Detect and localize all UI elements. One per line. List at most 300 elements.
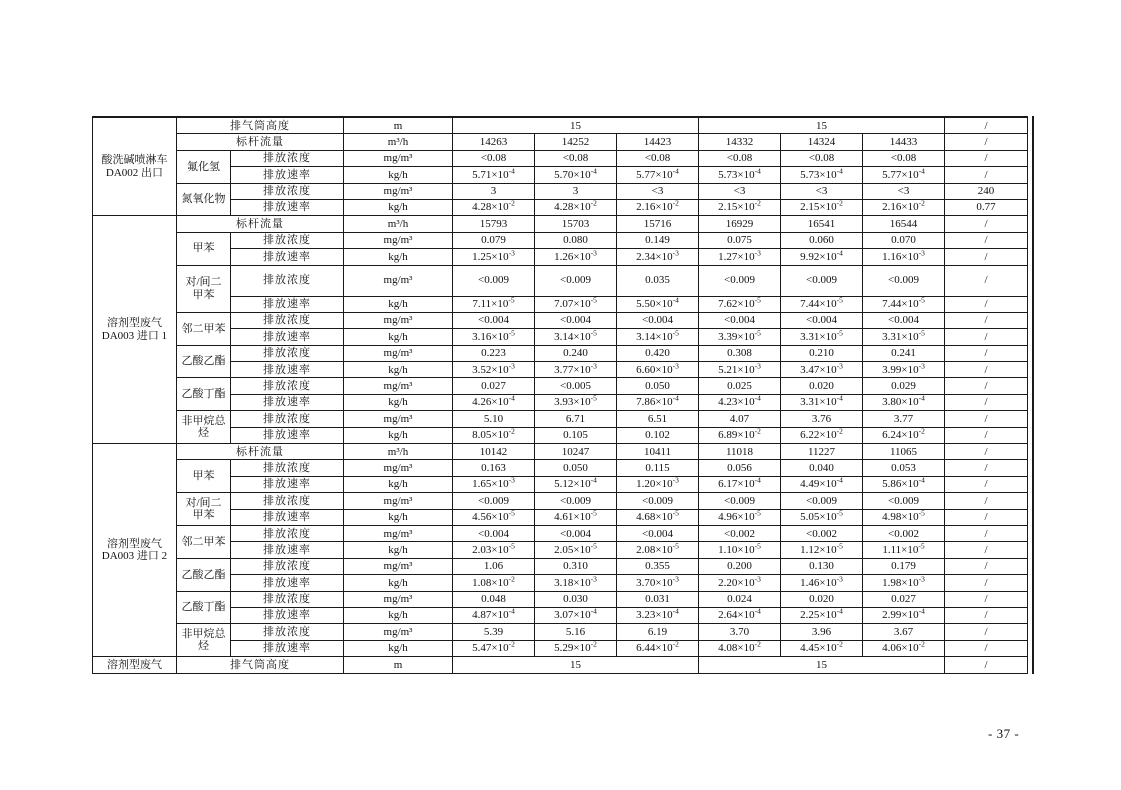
value-cell: 0.079	[453, 232, 535, 248]
value-cell: 11018	[699, 444, 781, 460]
value-cell: $1.25\times 10^{-3}$	[453, 249, 535, 265]
limit-value-cell: /	[945, 624, 1028, 640]
value-cell: 15716	[617, 216, 699, 232]
parameter-name-cell: 排放浓度	[231, 378, 344, 394]
limit-value-cell: /	[945, 362, 1028, 378]
value-cell: $1.98\times 10^{-3}$	[863, 575, 945, 591]
value-cell: $1.10\times 10^{-5}$	[699, 542, 781, 558]
unit-cell: kg/h	[344, 509, 453, 525]
value-cell: <3	[617, 183, 699, 199]
value-cell: $4.56\times 10^{-5}$	[453, 509, 535, 525]
value-cell: $5.29\times 10^{-2}$	[535, 640, 617, 656]
parameter-name-cell: 排放浓度	[231, 150, 344, 166]
limit-value-cell: /	[945, 607, 1028, 623]
value-cell: 15	[699, 117, 945, 134]
parameter-name-cell: 排放浓度	[231, 525, 344, 541]
value-cell: $4.28\times 10^{-2}$	[453, 199, 535, 215]
value-cell: $1.27\times 10^{-3}$	[699, 249, 781, 265]
limit-value-cell: /	[945, 493, 1028, 509]
unit-cell: mg/m³	[344, 183, 453, 199]
value-cell: 0.223	[453, 345, 535, 361]
value-cell: 0.115	[617, 460, 699, 476]
limit-value-cell: /	[945, 460, 1028, 476]
value-cell: 14324	[781, 134, 863, 150]
parameter-name-cell: 排放速率	[231, 509, 344, 525]
value-cell: 0.102	[617, 427, 699, 443]
value-cell: $2.64\times 10^{-4}$	[699, 607, 781, 623]
value-cell: 0.200	[699, 558, 781, 574]
value-cell: $3.31\times 10^{-4}$	[781, 394, 863, 410]
pollutant-name-cell: 邻二甲苯	[177, 312, 231, 345]
value-cell: 0.308	[699, 345, 781, 361]
parameter-name-cell: 排放速率	[231, 329, 344, 345]
limit-value-cell: /	[945, 378, 1028, 394]
value-cell: $2.34\times 10^{-3}$	[617, 249, 699, 265]
value-cell: <0.009	[453, 493, 535, 509]
value-cell: 3.76	[781, 411, 863, 427]
value-cell: 6.19	[617, 624, 699, 640]
value-cell: 0.240	[535, 345, 617, 361]
value-cell: $4.49\times 10^{-4}$	[781, 476, 863, 492]
value-cell: <0.009	[617, 493, 699, 509]
value-cell: $5.77\times 10^{-4}$	[617, 167, 699, 183]
value-cell: 10142	[453, 444, 535, 460]
value-cell: $7.44\times 10^{-5}$	[863, 296, 945, 312]
value-cell: 16929	[699, 216, 781, 232]
unit-cell: kg/h	[344, 296, 453, 312]
value-cell: 0.075	[699, 232, 781, 248]
limit-value-cell: /	[945, 640, 1028, 656]
parameter-name-cell: 排放速率	[231, 607, 344, 623]
value-cell: <0.004	[453, 312, 535, 328]
pollutant-name-cell: 乙酸乙酯	[177, 558, 231, 591]
value-cell: $1.46\times 10^{-3}$	[781, 575, 863, 591]
value-cell: 3.77	[863, 411, 945, 427]
value-cell: <0.009	[863, 493, 945, 509]
value-cell: 0.040	[781, 460, 863, 476]
emissions-table-body	[93, 117, 1028, 673]
value-cell: $4.96\times 10^{-5}$	[699, 509, 781, 525]
unit-cell: kg/h	[344, 362, 453, 378]
value-cell: 0.105	[535, 427, 617, 443]
value-cell: <0.002	[781, 525, 863, 541]
limit-value-cell: /	[945, 476, 1028, 492]
limit-value-cell: /	[945, 558, 1028, 574]
value-cell: $2.99\times 10^{-4}$	[863, 607, 945, 623]
unit-cell: m	[344, 657, 453, 673]
limit-value-cell: /	[945, 575, 1028, 591]
value-cell: 0.029	[863, 378, 945, 394]
value-cell: <3	[863, 183, 945, 199]
value-cell: $5.47\times 10^{-2}$	[453, 640, 535, 656]
value-cell: 15	[453, 117, 699, 134]
value-cell: <0.08	[863, 150, 945, 166]
value-cell: 14332	[699, 134, 781, 150]
value-cell: 0.050	[535, 460, 617, 476]
value-cell: $7.44\times 10^{-5}$	[781, 296, 863, 312]
value-cell: $2.20\times 10^{-3}$	[699, 575, 781, 591]
value-cell: $2.15\times 10^{-2}$	[781, 199, 863, 215]
value-cell: 15	[699, 657, 945, 673]
value-cell: $3.70\times 10^{-3}$	[617, 575, 699, 591]
unit-cell: kg/h	[344, 199, 453, 215]
limit-value-cell: /	[945, 150, 1028, 166]
parameter-name-cell: 排放速率	[231, 167, 344, 183]
value-cell: 5.16	[535, 624, 617, 640]
limit-value-cell: /	[945, 167, 1028, 183]
limit-value-cell: /	[945, 591, 1028, 607]
value-cell: $2.08\times 10^{-5}$	[617, 542, 699, 558]
section-label-cell: 溶剂型废气 DA003 进口 1	[93, 216, 177, 444]
parameter-name-cell: 排放速率	[231, 394, 344, 410]
value-cell: $3.93\times 10^{-5}$	[535, 394, 617, 410]
section-label-cell: 溶剂型废气	[93, 657, 177, 673]
value-cell: 0.031	[617, 591, 699, 607]
unit-cell: kg/h	[344, 167, 453, 183]
parameter-name-cell: 排放浓度	[231, 558, 344, 574]
value-cell: $5.70\times 10^{-4}$	[535, 167, 617, 183]
limit-value-cell: /	[945, 312, 1028, 328]
value-cell: $3.14\times 10^{-5}$	[617, 329, 699, 345]
value-cell: $4.28\times 10^{-2}$	[535, 199, 617, 215]
value-cell: $1.11\times 10^{-5}$	[863, 542, 945, 558]
value-cell: 3	[535, 183, 617, 199]
value-cell: $3.07\times 10^{-4}$	[535, 607, 617, 623]
value-cell: 0.020	[781, 591, 863, 607]
unit-cell: mg/m³	[344, 378, 453, 394]
value-cell: 0.241	[863, 345, 945, 361]
value-cell: 0.070	[863, 232, 945, 248]
pollutant-name-cell: 氮氧化物	[177, 183, 231, 216]
value-cell: 16541	[781, 216, 863, 232]
value-cell: <0.004	[699, 312, 781, 328]
unit-cell: kg/h	[344, 427, 453, 443]
value-cell: 3.96	[781, 624, 863, 640]
value-cell: 0.027	[863, 591, 945, 607]
unit-cell: m³/h	[344, 216, 453, 232]
unit-cell: mg/m³	[344, 265, 453, 296]
limit-value-cell: /	[945, 216, 1028, 232]
value-cell: 0.310	[535, 558, 617, 574]
value-cell: $4.06\times 10^{-2}$	[863, 640, 945, 656]
value-cell: $6.22\times 10^{-2}$	[781, 427, 863, 443]
value-cell: $3.31\times 10^{-5}$	[781, 329, 863, 345]
parameter-name-cell: 排放浓度	[231, 591, 344, 607]
value-cell: 3	[453, 183, 535, 199]
limit-value-cell: /	[945, 134, 1028, 150]
value-cell: 0.020	[781, 378, 863, 394]
parameter-name-cell: 标杆流量	[177, 134, 344, 150]
value-cell: $1.12\times 10^{-5}$	[781, 542, 863, 558]
value-cell: $2.16\times 10^{-2}$	[863, 199, 945, 215]
value-cell: 14263	[453, 134, 535, 150]
value-cell: <0.009	[699, 265, 781, 296]
value-cell: $3.14\times 10^{-5}$	[535, 329, 617, 345]
value-cell: $3.80\times 10^{-4}$	[863, 394, 945, 410]
pollutant-name-cell: 氟化氢	[177, 150, 231, 183]
limit-value-cell: 240	[945, 183, 1028, 199]
parameter-name-cell: 排放浓度	[231, 312, 344, 328]
pollutant-name-cell: 甲苯	[177, 232, 231, 265]
value-cell: 0.420	[617, 345, 699, 361]
value-cell: $4.61\times 10^{-5}$	[535, 509, 617, 525]
parameter-name-cell: 排放速率	[231, 640, 344, 656]
value-cell: $3.39\times 10^{-5}$	[699, 329, 781, 345]
parameter-name-cell: 排放速率	[231, 249, 344, 265]
value-cell: 0.149	[617, 232, 699, 248]
value-cell: $5.50\times 10^{-4}$	[617, 296, 699, 312]
section-label-cell: 酸洗碱喷淋车 DA002 出口	[93, 117, 177, 216]
limit-value-cell: /	[945, 427, 1028, 443]
value-cell: 0.053	[863, 460, 945, 476]
table-outer-right-border	[1032, 116, 1034, 674]
value-cell: $5.21\times 10^{-3}$	[699, 362, 781, 378]
unit-cell: kg/h	[344, 575, 453, 591]
unit-cell: m³/h	[344, 134, 453, 150]
value-cell: 5.10	[453, 411, 535, 427]
pollutant-name-cell: 对/间二甲苯	[177, 493, 231, 526]
value-cell: $3.77\times 10^{-3}$	[535, 362, 617, 378]
value-cell: <0.009	[535, 493, 617, 509]
value-cell: 11065	[863, 444, 945, 460]
parameter-name-cell: 标杆流量	[177, 216, 344, 232]
value-cell: $5.77\times 10^{-4}$	[863, 167, 945, 183]
value-cell: $5.05\times 10^{-5}$	[781, 509, 863, 525]
parameter-name-cell: 排放浓度	[231, 411, 344, 427]
value-cell: <0.004	[617, 525, 699, 541]
unit-cell: mg/m³	[344, 493, 453, 509]
unit-cell: mg/m³	[344, 525, 453, 541]
value-cell: $3.52\times 10^{-3}$	[453, 362, 535, 378]
section-label-cell: 溶剂型废气 DA003 进口 2	[93, 444, 177, 657]
value-cell: $2.16\times 10^{-2}$	[617, 199, 699, 215]
value-cell: <0.002	[699, 525, 781, 541]
unit-cell: mg/m³	[344, 558, 453, 574]
value-cell: <0.08	[699, 150, 781, 166]
value-cell: 0.080	[535, 232, 617, 248]
value-cell: 6.71	[535, 411, 617, 427]
value-cell: $5.73\times 10^{-4}$	[699, 167, 781, 183]
value-cell: <0.009	[699, 493, 781, 509]
parameter-name-cell: 排放速率	[231, 476, 344, 492]
limit-value-cell: /	[945, 249, 1028, 265]
value-cell: <3	[781, 183, 863, 199]
limit-value-cell: /	[945, 232, 1028, 248]
unit-cell: kg/h	[344, 607, 453, 623]
limit-value-cell: /	[945, 509, 1028, 525]
value-cell: <0.004	[453, 525, 535, 541]
pollutant-name-cell: 乙酸丁酯	[177, 378, 231, 411]
limit-value-cell: /	[945, 329, 1028, 345]
value-cell: 16544	[863, 216, 945, 232]
parameter-name-cell: 排放速率	[231, 362, 344, 378]
value-cell: $3.99\times 10^{-3}$	[863, 362, 945, 378]
limit-value-cell: /	[945, 265, 1028, 296]
parameter-name-cell: 排放速率	[231, 296, 344, 312]
emissions-table-container	[92, 116, 1033, 674]
value-cell: $3.18\times 10^{-3}$	[535, 575, 617, 591]
value-cell: <0.009	[453, 265, 535, 296]
value-cell: 0.050	[617, 378, 699, 394]
value-cell: $2.15\times 10^{-2}$	[699, 199, 781, 215]
value-cell: <0.005	[535, 378, 617, 394]
value-cell: $2.25\times 10^{-4}$	[781, 607, 863, 623]
value-cell: $3.16\times 10^{-5}$	[453, 329, 535, 345]
value-cell: $1.65\times 10^{-3}$	[453, 476, 535, 492]
value-cell: 0.179	[863, 558, 945, 574]
parameter-name-cell: 排放速率	[231, 427, 344, 443]
parameter-name-cell: 排放浓度	[231, 265, 344, 296]
value-cell: 15	[453, 657, 699, 673]
value-cell: $2.03\times 10^{-5}$	[453, 542, 535, 558]
value-cell: $4.08\times 10^{-2}$	[699, 640, 781, 656]
unit-cell: mg/m³	[344, 460, 453, 476]
limit-value-cell: 0.77	[945, 199, 1028, 215]
value-cell: $6.24\times 10^{-2}$	[863, 427, 945, 443]
unit-cell: mg/m³	[344, 150, 453, 166]
parameter-name-cell: 排气筒高度	[177, 117, 344, 134]
value-cell: $1.20\times 10^{-3}$	[617, 476, 699, 492]
limit-value-cell: /	[945, 444, 1028, 460]
value-cell: $9.92\times 10^{-4}$	[781, 249, 863, 265]
pollutant-name-cell: 非甲烷总烃	[177, 624, 231, 657]
value-cell: $6.89\times 10^{-2}$	[699, 427, 781, 443]
parameter-name-cell: 排放速率	[231, 199, 344, 215]
unit-cell: kg/h	[344, 640, 453, 656]
parameter-name-cell: 排放浓度	[231, 232, 344, 248]
value-cell: 0.056	[699, 460, 781, 476]
value-cell: 14252	[535, 134, 617, 150]
value-cell: $3.31\times 10^{-5}$	[863, 329, 945, 345]
value-cell: 3.67	[863, 624, 945, 640]
value-cell: 4.07	[699, 411, 781, 427]
parameter-name-cell: 排放浓度	[231, 345, 344, 361]
pollutant-name-cell: 甲苯	[177, 460, 231, 493]
value-cell: $3.47\times 10^{-3}$	[781, 362, 863, 378]
value-cell: <0.004	[535, 525, 617, 541]
value-cell: $1.26\times 10^{-3}$	[535, 249, 617, 265]
value-cell: $4.26\times 10^{-4}$	[453, 394, 535, 410]
value-cell: $3.23\times 10^{-4}$	[617, 607, 699, 623]
unit-cell: mg/m³	[344, 312, 453, 328]
pollutant-name-cell: 乙酸丁酯	[177, 591, 231, 624]
unit-cell: m	[344, 117, 453, 134]
value-cell: 0.210	[781, 345, 863, 361]
value-cell: $7.62\times 10^{-5}$	[699, 296, 781, 312]
unit-cell: kg/h	[344, 476, 453, 492]
value-cell: 1.06	[453, 558, 535, 574]
emissions-data-table	[92, 116, 1028, 674]
parameter-name-cell: 排放浓度	[231, 183, 344, 199]
limit-value-cell: /	[945, 345, 1028, 361]
value-cell: 10247	[535, 444, 617, 460]
value-cell: <0.004	[781, 312, 863, 328]
value-cell: <0.009	[535, 265, 617, 296]
value-cell: $5.73\times 10^{-4}$	[781, 167, 863, 183]
value-cell: $4.87\times 10^{-4}$	[453, 607, 535, 623]
value-cell: $6.44\times 10^{-2}$	[617, 640, 699, 656]
value-cell: 11227	[781, 444, 863, 460]
value-cell: <0.08	[781, 150, 863, 166]
unit-cell: m³/h	[344, 444, 453, 460]
pollutant-name-cell: 对/间二甲苯	[177, 265, 231, 312]
value-cell: 15703	[535, 216, 617, 232]
value-cell: 0.027	[453, 378, 535, 394]
value-cell: <0.004	[863, 312, 945, 328]
unit-cell: kg/h	[344, 329, 453, 345]
unit-cell: mg/m³	[344, 411, 453, 427]
pollutant-name-cell: 非甲烷总烃	[177, 411, 231, 444]
limit-value-cell: /	[945, 117, 1028, 134]
value-cell: 10411	[617, 444, 699, 460]
pollutant-name-cell: 邻二甲苯	[177, 525, 231, 558]
parameter-name-cell: 排放速率	[231, 542, 344, 558]
unit-cell: mg/m³	[344, 232, 453, 248]
unit-cell: mg/m³	[344, 345, 453, 361]
value-cell: 3.70	[699, 624, 781, 640]
parameter-name-cell: 排放速率	[231, 575, 344, 591]
value-cell: <0.009	[781, 493, 863, 509]
value-cell: $4.98\times 10^{-5}$	[863, 509, 945, 525]
value-cell: $5.71\times 10^{-4}$	[453, 167, 535, 183]
value-cell: 0.355	[617, 558, 699, 574]
value-cell: <0.002	[863, 525, 945, 541]
limit-value-cell: /	[945, 542, 1028, 558]
value-cell: $2.05\times 10^{-5}$	[535, 542, 617, 558]
parameter-name-cell: 标杆流量	[177, 444, 344, 460]
value-cell: 0.130	[781, 558, 863, 574]
value-cell: $7.11\times 10^{-5}$	[453, 296, 535, 312]
parameter-name-cell: 排放浓度	[231, 493, 344, 509]
value-cell: 0.030	[535, 591, 617, 607]
value-cell: $1.16\times 10^{-3}$	[863, 249, 945, 265]
unit-cell: mg/m³	[344, 591, 453, 607]
value-cell: <3	[699, 183, 781, 199]
unit-cell: kg/h	[344, 542, 453, 558]
value-cell: 0.060	[781, 232, 863, 248]
value-cell: $4.23\times 10^{-4}$	[699, 394, 781, 410]
value-cell: $8.05\times 10^{-2}$	[453, 427, 535, 443]
value-cell: 14433	[863, 134, 945, 150]
value-cell: $4.45\times 10^{-2}$	[781, 640, 863, 656]
value-cell: 0.035	[617, 265, 699, 296]
value-cell: 0.025	[699, 378, 781, 394]
value-cell: $4.68\times 10^{-5}$	[617, 509, 699, 525]
value-cell: 15793	[453, 216, 535, 232]
limit-value-cell: /	[945, 411, 1028, 427]
parameter-name-cell: 排放浓度	[231, 624, 344, 640]
parameter-name-cell: 排气筒高度	[177, 657, 344, 673]
page-number: - 37 -	[988, 726, 1020, 741]
value-cell: 6.51	[617, 411, 699, 427]
value-cell: $6.60\times 10^{-3}$	[617, 362, 699, 378]
value-cell: <0.08	[535, 150, 617, 166]
parameter-name-cell: 排放浓度	[231, 460, 344, 476]
value-cell: <0.08	[617, 150, 699, 166]
value-cell: $5.86\times 10^{-4}$	[863, 476, 945, 492]
limit-value-cell: /	[945, 657, 1028, 673]
value-cell: 0.024	[699, 591, 781, 607]
limit-value-cell: /	[945, 394, 1028, 410]
value-cell: $6.17\times 10^{-4}$	[699, 476, 781, 492]
value-cell: $5.12\times 10^{-4}$	[535, 476, 617, 492]
unit-cell: mg/m³	[344, 624, 453, 640]
value-cell: <0.009	[781, 265, 863, 296]
value-cell: $7.07\times 10^{-5}$	[535, 296, 617, 312]
value-cell: <0.08	[453, 150, 535, 166]
value-cell: <0.009	[863, 265, 945, 296]
pollutant-name-cell: 乙酸乙酯	[177, 345, 231, 378]
